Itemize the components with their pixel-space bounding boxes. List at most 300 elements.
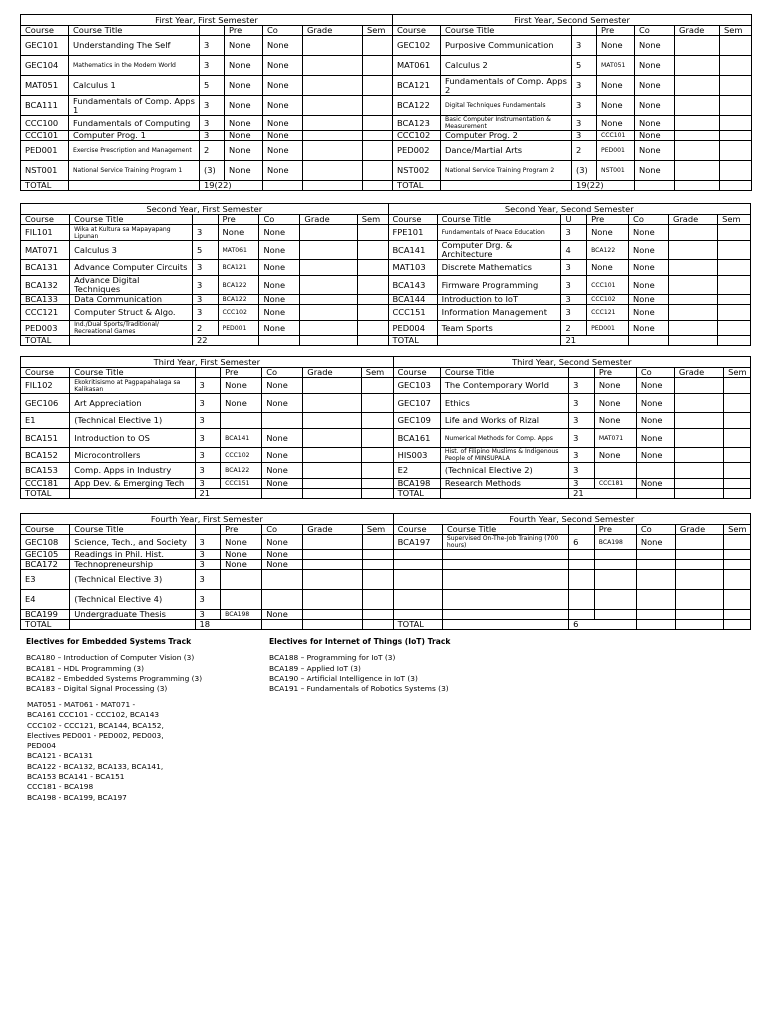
- empty-cell: [393, 610, 442, 620]
- total-units: 19(22): [200, 181, 263, 191]
- column-header: Grade: [675, 26, 720, 36]
- units: 5: [572, 56, 597, 76]
- course-title: Ethics: [440, 394, 568, 413]
- course-title: Discrete Mathematics: [437, 260, 561, 276]
- corequisite: None: [259, 260, 300, 276]
- corequisite: [636, 463, 674, 479]
- prerequisite: CCC102: [218, 305, 259, 321]
- semester-title: Third Year, Second Semester: [393, 357, 750, 368]
- course-title: Comp. Apps in Industry: [70, 463, 195, 479]
- units: 3: [569, 463, 595, 479]
- sem-cell: [724, 535, 751, 550]
- elective-item: BCA182 – Embedded Systems Programming (3): [26, 673, 203, 683]
- elective-item: BCA189 – Applied IoT (3): [269, 663, 361, 673]
- elective-item: BCA191 – Fundamentals of Robotics Systems (3): [269, 684, 449, 694]
- empty-cell: [303, 181, 363, 191]
- units: 3: [572, 116, 597, 131]
- course-code: CCC101: [21, 131, 69, 141]
- course-title: Wika at Kultura sa Mapayapang Lipunan: [70, 225, 193, 241]
- elective-item: BCA188 – Programming for IoT (3): [269, 653, 396, 663]
- column-header: Pre: [218, 215, 259, 225]
- sem-cell: [361, 479, 393, 489]
- empty-cell: [594, 610, 636, 620]
- grade-cell: [668, 241, 717, 260]
- total-label: TOTAL: [393, 620, 442, 630]
- units: 3: [569, 429, 595, 448]
- units: 3: [195, 394, 221, 413]
- prerequisite: None: [597, 96, 635, 116]
- elective-item: BCA190 – Artificial Intelligence in IoT (3): [269, 673, 418, 683]
- course-code: BCA152: [21, 448, 70, 463]
- units: 3: [561, 260, 587, 276]
- prerequisite: CCC151: [221, 479, 262, 489]
- sem-cell: [363, 116, 393, 131]
- units: 3: [572, 36, 597, 56]
- prerequisite: [594, 463, 636, 479]
- corequisite: None: [636, 378, 674, 394]
- empty-cell: [393, 560, 442, 570]
- column-header: [200, 26, 225, 36]
- course-title: Mathematics in the Modern World: [69, 56, 200, 76]
- column-header: U: [561, 215, 587, 225]
- units: 5: [200, 76, 225, 96]
- column-header: [569, 525, 595, 535]
- corequisite: None: [262, 378, 303, 394]
- corequisite: None: [636, 479, 674, 489]
- course-title: Advance Digital Techniques: [70, 276, 193, 295]
- column-header: Pre: [221, 368, 262, 378]
- prerequisite: CCC181: [594, 479, 636, 489]
- prerequisite: None: [225, 141, 263, 161]
- grade-cell: [300, 260, 357, 276]
- course-title: Calculus 2: [441, 56, 572, 76]
- prerequisite: CCC102: [221, 448, 262, 463]
- units: 2: [561, 321, 587, 336]
- units: 3: [192, 295, 218, 305]
- course-title: Computer Struct & Algo.: [70, 305, 193, 321]
- course-title: Fundamentals of Comp. Apps 2: [441, 76, 572, 96]
- empty-cell: [594, 590, 636, 610]
- corequisite: None: [635, 161, 675, 181]
- course-row: [21, 241, 751, 260]
- course-row: [21, 550, 751, 560]
- total-units: 21: [195, 489, 262, 499]
- course-row: [21, 394, 751, 413]
- prerequisite: None: [221, 394, 262, 413]
- total-label: TOTAL: [21, 336, 70, 346]
- corequisite: None: [635, 141, 675, 161]
- prereq-line: BCA198 - BCA199, BCA197: [27, 792, 127, 802]
- empty-cell: [440, 489, 568, 499]
- course-code: PED003: [21, 321, 70, 336]
- course-code: E4: [21, 590, 70, 610]
- corequisite: None: [263, 36, 303, 56]
- course-code: PED002: [393, 141, 441, 161]
- grade-cell: [303, 550, 363, 560]
- empty-cell: [674, 489, 723, 499]
- column-header: Co: [629, 215, 669, 225]
- course-code: GEC108: [21, 535, 70, 550]
- course-code: GEC102: [393, 36, 441, 56]
- units: 3: [195, 535, 221, 550]
- sem-cell: [718, 260, 751, 276]
- course-code: BCA199: [21, 610, 70, 620]
- units: 3: [569, 413, 595, 429]
- grade-cell: [303, 394, 362, 413]
- units: 3: [569, 378, 595, 394]
- prerequisite: BCA198: [221, 610, 262, 620]
- course-code: CCC121: [21, 305, 70, 321]
- sem-cell: [720, 141, 752, 161]
- course-code: GEC106: [21, 394, 70, 413]
- course-row: [21, 56, 752, 76]
- prerequisite: None: [597, 76, 635, 96]
- empty-cell: [636, 610, 675, 620]
- total-units: 22: [192, 336, 259, 346]
- sem-cell: [724, 378, 751, 394]
- grade-cell: [674, 413, 723, 429]
- course-code: BCA161: [393, 429, 440, 448]
- grade-cell: [303, 76, 363, 96]
- course-title: Exercise Prescription and Management: [69, 141, 200, 161]
- grade-cell: [303, 610, 363, 620]
- units: 3: [195, 610, 221, 620]
- empty-cell: [357, 336, 388, 346]
- empty-cell: [442, 560, 568, 570]
- sem-cell: [718, 241, 751, 260]
- corequisite: None: [262, 550, 303, 560]
- grade-cell: [675, 161, 720, 181]
- sem-cell: [363, 141, 393, 161]
- corequisite: None: [635, 116, 675, 131]
- sem-cell: [724, 448, 751, 463]
- prerequisite: None: [225, 76, 263, 96]
- sem-cell: [361, 378, 393, 394]
- course-code: BCA131: [21, 260, 70, 276]
- empty-cell: [636, 590, 675, 610]
- units: 3: [195, 463, 221, 479]
- units: 3: [561, 276, 587, 295]
- corequisite: None: [262, 479, 303, 489]
- total-label: TOTAL: [21, 181, 69, 191]
- total-label: TOTAL: [393, 181, 441, 191]
- course-title: Life and Works of Rizal: [440, 413, 568, 429]
- prerequisite: CCC102: [587, 295, 629, 305]
- corequisite: None: [262, 429, 303, 448]
- grade-cell: [674, 448, 723, 463]
- prerequisite: BCA122: [218, 295, 259, 305]
- units: 3: [561, 305, 587, 321]
- units: 3: [561, 225, 587, 241]
- sem-cell: [362, 535, 393, 550]
- course-title: Computer Prog. 2: [441, 131, 572, 141]
- prerequisite: None: [597, 116, 635, 131]
- course-row: [21, 295, 751, 305]
- course-row: [21, 570, 751, 590]
- prerequisite: None: [225, 96, 263, 116]
- prerequisite: None: [225, 131, 263, 141]
- grade-cell: [675, 570, 723, 590]
- corequisite: None: [263, 116, 303, 131]
- column-header: Pre: [597, 26, 635, 36]
- grade-cell: [675, 560, 723, 570]
- units: 3: [200, 56, 225, 76]
- prereq-line: BCA161 CCC101 - CCC102, BCA143: [27, 710, 160, 720]
- empty-cell: [303, 489, 362, 499]
- empty-cell: [718, 336, 751, 346]
- course-title: (Technical Elective 4): [70, 590, 195, 610]
- grade-cell: [675, 550, 723, 560]
- prerequisite: PED001: [218, 321, 259, 336]
- empty-cell: [361, 489, 393, 499]
- course-title: Fundamentals of Comp. Apps 1: [69, 96, 200, 116]
- electives-iot: [269, 637, 450, 694]
- semester-title: First Year, Second Semester: [393, 15, 752, 26]
- corequisite: None: [629, 260, 669, 276]
- course-code: CCC102: [393, 131, 441, 141]
- course-title: Basic Computer Instrumentation & Measurement: [441, 116, 572, 131]
- grade-cell: [303, 131, 363, 141]
- course-title: Supervised On-The-Job Training (700 hours): [442, 535, 568, 550]
- course-title: Technopreneurship: [70, 560, 195, 570]
- grade-cell: [303, 161, 363, 181]
- empty-cell: [594, 570, 636, 590]
- grade-cell: [303, 378, 362, 394]
- sem-cell: [720, 116, 752, 131]
- grade-cell: [668, 276, 717, 295]
- corequisite: None: [629, 321, 669, 336]
- column-header: Sem: [357, 215, 388, 225]
- units: 3: [569, 479, 595, 489]
- course-title: National Service Training Program 1: [69, 161, 200, 181]
- sem-cell: [363, 56, 393, 76]
- course-title: Data Communication: [70, 295, 193, 305]
- units: (3): [572, 161, 597, 181]
- electives-embedded-systems: [26, 637, 202, 694]
- column-header: Course Title: [70, 215, 193, 225]
- course-code: CCC151: [388, 305, 437, 321]
- course-code: CCC100: [21, 116, 69, 131]
- prerequisite: CCC121: [587, 305, 629, 321]
- units: 3: [195, 570, 221, 590]
- semester-title: Fourth Year, First Semester: [21, 514, 394, 525]
- grade-cell: [675, 96, 720, 116]
- units: 3: [569, 394, 595, 413]
- column-header: Grade: [675, 525, 723, 535]
- sem-cell: [363, 161, 393, 181]
- empty-cell: [675, 181, 720, 191]
- grade-cell: [668, 260, 717, 276]
- units: 3: [200, 131, 225, 141]
- prerequisite: None: [221, 550, 262, 560]
- empty-cell: [362, 620, 393, 630]
- sem-cell: [363, 36, 393, 56]
- empty-cell: [569, 610, 595, 620]
- grade-cell: [303, 479, 362, 489]
- course-title: App Dev. & Emerging Tech: [70, 479, 195, 489]
- total-units: 18: [195, 620, 262, 630]
- grade-cell: [675, 535, 723, 550]
- corequisite: None: [259, 321, 300, 336]
- column-header: Pre: [221, 525, 262, 535]
- corequisite: None: [262, 610, 303, 620]
- course-title: Undergraduate Thesis: [70, 610, 195, 620]
- grade-cell: [300, 276, 357, 295]
- column-header: Course Title: [442, 525, 568, 535]
- grade-cell: [303, 96, 363, 116]
- course-code: GEC103: [393, 378, 440, 394]
- course-row: [21, 76, 752, 96]
- course-code: GEC109: [393, 413, 440, 429]
- sem-cell: [362, 560, 393, 570]
- course-code: MAT051: [21, 76, 69, 96]
- grade-cell: [303, 448, 362, 463]
- grade-cell: [300, 305, 357, 321]
- column-header: Course Title: [69, 26, 200, 36]
- column-header: Pre: [594, 368, 636, 378]
- column-header: Course: [21, 215, 70, 225]
- column-header: Grade: [674, 368, 723, 378]
- grade-cell: [675, 590, 723, 610]
- course-row: [21, 260, 751, 276]
- course-row: [21, 590, 751, 610]
- course-title: Art Appreciation: [70, 394, 195, 413]
- course-code: BCA172: [21, 560, 70, 570]
- fourth-year-semesters: [20, 513, 751, 630]
- course-code: FPE101: [388, 225, 437, 241]
- sem-cell: [720, 76, 752, 96]
- course-title: Ekokritisismo at Pagpapahalaga sa Kalikasan: [70, 378, 195, 394]
- course-title: (Technical Elective 2): [440, 463, 568, 479]
- corequisite: None: [629, 305, 669, 321]
- course-title: Science, Tech., and Society: [70, 535, 195, 550]
- grade-cell: [675, 56, 720, 76]
- grade-cell: [303, 56, 363, 76]
- course-code: GEC107: [393, 394, 440, 413]
- grade-cell: [674, 429, 723, 448]
- units: 3: [572, 96, 597, 116]
- course-code: MAT103: [388, 260, 437, 276]
- prerequisite: None: [594, 378, 636, 394]
- column-header: [572, 26, 597, 36]
- first-year-semesters: [20, 14, 752, 191]
- units: 3: [195, 590, 221, 610]
- prerequisite: BCA122: [218, 276, 259, 295]
- second-year-semesters: [20, 203, 751, 346]
- empty-cell: [393, 550, 442, 560]
- empty-cell: [70, 489, 195, 499]
- corequisite: None: [262, 535, 303, 550]
- grade-cell: [303, 413, 362, 429]
- column-header: Grade: [668, 215, 717, 225]
- course-title: Introduction to IoT: [437, 295, 561, 305]
- prerequisite: None: [597, 36, 635, 56]
- semester-title: Third Year, First Semester: [21, 357, 394, 368]
- course-code: BCA198: [393, 479, 440, 489]
- sem-cell: [361, 463, 393, 479]
- corequisite: None: [263, 96, 303, 116]
- elective-item: BCA181 – HDL Programming (3): [26, 663, 145, 673]
- empty-cell: [70, 336, 193, 346]
- empty-cell: [594, 560, 636, 570]
- corequisite: None: [635, 96, 675, 116]
- sem-cell: [724, 413, 751, 429]
- course-title: Hist. of Filipino Muslims & Indigenous People of MINSUPALA: [440, 448, 568, 463]
- units: 2: [200, 141, 225, 161]
- column-header: Sem: [720, 26, 752, 36]
- prereq-line: PED004: [27, 741, 56, 751]
- sem-cell: [720, 161, 752, 181]
- corequisite: None: [263, 131, 303, 141]
- empty-cell: [442, 570, 568, 590]
- column-header: Co: [635, 26, 675, 36]
- course-code: NST001: [21, 161, 69, 181]
- units: 3: [192, 260, 218, 276]
- prerequisite: MAT071: [594, 429, 636, 448]
- course-title: (Technical Elective 1): [70, 413, 195, 429]
- empty-cell: [636, 620, 675, 630]
- grade-cell: [675, 36, 720, 56]
- corequisite: None: [259, 295, 300, 305]
- prerequisite: None: [225, 161, 263, 181]
- course-code: E2: [393, 463, 440, 479]
- empty-cell: [594, 550, 636, 560]
- sem-cell: [361, 413, 393, 429]
- corequisite: None: [263, 76, 303, 96]
- column-header: Sem: [718, 215, 751, 225]
- course-code: BCA111: [21, 96, 69, 116]
- units: 3: [200, 36, 225, 56]
- sem-cell: [363, 96, 393, 116]
- course-code: HIS003: [393, 448, 440, 463]
- grade-cell: [303, 535, 363, 550]
- sem-cell: [720, 131, 752, 141]
- third-year-semesters: [20, 356, 751, 499]
- course-row: [21, 429, 751, 448]
- electives-iot-heading: Electives for Internet of Things (IoT) Track: [269, 637, 451, 646]
- course-row: [21, 560, 751, 570]
- grade-cell: [300, 321, 357, 336]
- units: 3: [195, 479, 221, 489]
- empty-cell: [635, 181, 675, 191]
- course-row: [21, 413, 751, 429]
- empty-cell: [668, 336, 717, 346]
- course-title: Fundamentals of Peace Education: [437, 225, 561, 241]
- column-header: [195, 525, 221, 535]
- sem-cell: [724, 479, 751, 489]
- sem-cell: [718, 295, 751, 305]
- course-title: Numerical Methods for Comp. Apps: [440, 429, 568, 448]
- empty-cell: [363, 181, 393, 191]
- units: 3: [195, 550, 221, 560]
- units: 4: [561, 241, 587, 260]
- elective-item: BCA183 – Digital Signal Processing (3): [26, 684, 168, 694]
- empty-cell: [69, 181, 200, 191]
- units: 3: [200, 116, 225, 131]
- prerequisite: None: [225, 116, 263, 131]
- semester-title: Second Year, First Semester: [21, 204, 389, 215]
- prereq-line: CCC181 - BCA198: [27, 782, 94, 792]
- corequisite: None: [259, 241, 300, 260]
- course-title: (Technical Elective 3): [70, 570, 195, 590]
- course-title: Advance Computer Circuits: [70, 260, 193, 276]
- prereq-line: MAT051 - MAT061 - MAT071 -: [27, 700, 136, 709]
- total-units: 6: [569, 620, 637, 630]
- prerequisite: [221, 590, 262, 610]
- grade-cell: [303, 116, 363, 131]
- sem-cell: [718, 321, 751, 336]
- column-header: Course Title: [437, 215, 561, 225]
